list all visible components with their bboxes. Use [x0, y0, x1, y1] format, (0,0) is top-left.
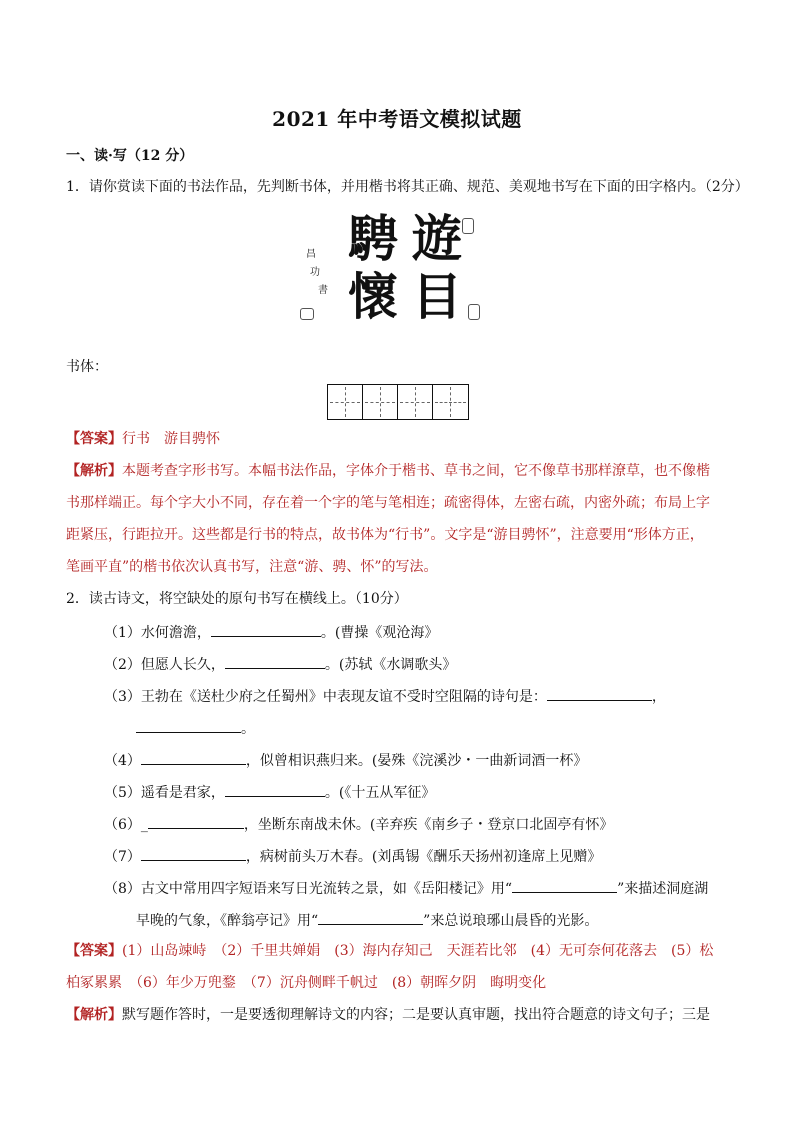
signature-char: 功	[310, 267, 320, 278]
item-text: （6）_	[104, 817, 148, 833]
poem-item	[136, 718, 255, 738]
calligraphy-char: 目	[412, 267, 462, 326]
tian-grid[interactable]	[327, 384, 469, 420]
answer-blank[interactable]	[136, 718, 241, 733]
answer-blank[interactable]	[512, 878, 617, 893]
answer-2	[66, 942, 713, 960]
item-text: （5）遥看是君家，	[104, 785, 225, 801]
item-text: （3）王勃在《送杜少府之任蜀州》中表现友谊不受时空阻隔的诗句是：	[104, 689, 547, 705]
signature-char: 書	[318, 285, 328, 296]
poem-item	[104, 750, 587, 770]
item-text: （2）但愿人长久，	[104, 657, 225, 673]
answer-blank[interactable]	[547, 686, 652, 701]
signature-char: 昌	[306, 249, 316, 260]
analysis-1-line: 笔画平直”的楷书依次认真书写，注意“游、骋、怀”的写法。	[66, 559, 438, 575]
question-2-prompt: 2．读古诗文，将空缺处的原句书写在横线上。（10分）	[66, 591, 408, 607]
poem-item	[104, 782, 435, 802]
answer-blank[interactable]	[318, 910, 423, 925]
item-text: ，坐断东南战未休。(辛弃疾《南乡子・登京口北固亭有怀》	[243, 817, 614, 833]
calligraphy-char: 遊	[412, 209, 462, 268]
calligraphy-char: 騁	[348, 209, 398, 268]
seal-stamp	[300, 308, 314, 320]
answer-1	[66, 430, 220, 448]
analysis-tag: 【解析】	[66, 1007, 122, 1023]
analysis-2	[66, 1006, 710, 1024]
grid-cell[interactable]	[363, 385, 398, 419]
question-1-prompt: 1．请你赏读下面的书法作品，先判断书体，并用楷书将其正确、规范、美观地书写在下面的田字格内。（2分）	[66, 179, 749, 195]
answer-text: 行书 游目骋怀	[122, 431, 220, 447]
answer-blank[interactable]	[211, 622, 321, 637]
answer-blank[interactable]	[141, 750, 246, 765]
item-text: ”来总说琅琊山晨昏的光影。	[423, 913, 599, 929]
answer-blank[interactable]	[225, 782, 325, 797]
analysis-text: 本题考查字形书写。本幅书法作品，字体介于楷书、草书之间，它不像草书那样潦草，也不像楷	[122, 463, 710, 479]
grid-cell[interactable]	[398, 385, 433, 419]
item-text: （1）水何澹澹，	[104, 625, 211, 641]
item-text: ，似曾相识燕归来。(晏殊《浣溪沙・一曲新词酒一杯》	[245, 753, 588, 769]
page-title: 2021 年中考语文模拟试题	[272, 107, 522, 131]
poem-item	[104, 814, 613, 834]
answer-blank[interactable]	[141, 846, 246, 861]
seal-stamp	[468, 304, 480, 320]
answer-text: (1）山岛竦峙 （2）千里共婵娟 (3）海内存知己 天涯若比邻 (4）无可奈何花落去 (5）松	[122, 943, 714, 959]
answer-blank[interactable]	[148, 814, 244, 829]
grid-cell[interactable]	[328, 385, 363, 419]
analysis-tag: 【解析】	[66, 463, 122, 479]
poem-item	[136, 910, 598, 930]
item-text: ，病树前头万木春。(刘禹锡《酬乐天扬州初逢席上见赠》	[245, 849, 602, 865]
poem-item	[104, 686, 666, 706]
calligraphy-char: 懷	[348, 267, 398, 326]
item-text: （8）古文中常用四字短语来写日光流转之景，如《岳阳楼记》用“	[104, 881, 513, 897]
item-text: 早晚的气象，《醉翁亭记》用“	[136, 913, 319, 929]
calligraphy-artwork	[296, 209, 500, 332]
section-heading: 一、读·写（12 分）	[66, 148, 194, 164]
font-type-label: 书体：	[66, 359, 108, 375]
item-text: 。(苏轼《水调歌头》	[324, 657, 457, 673]
item-text: 。(曹操《观沧海》	[320, 625, 439, 641]
grid-cell[interactable]	[433, 385, 468, 419]
analysis-1-line: 距紧压，行距拉开。这些都是行书的特点，故书体为“行书”。文字是“游目骋怀”，注意要用“形体方正，	[66, 527, 704, 543]
analysis-1-line: 书那样端正。每个字大小不同，存在着一个字的笔与笔相连；疏密得体，左密右疏，内密外疏；布局上字	[66, 495, 710, 511]
poem-item	[104, 846, 601, 866]
poem-item	[104, 654, 456, 674]
answer-2-line: 柏冢累累 （6）年少万兜鍪 （7）沉舟侧畔千帆过 (8）朝晖夕阴 晦明变化	[66, 975, 547, 991]
seal-stamp	[462, 218, 474, 234]
poem-item	[104, 878, 708, 898]
analysis-text: 默写题作答时，一是要透彻理解诗文的内容；二是要认真审题，找出符合题意的诗文句子；三是	[122, 1007, 710, 1023]
analysis-1-line	[66, 462, 710, 480]
item-text: 。	[241, 721, 255, 737]
item-text: 。(《十五从军征》	[324, 785, 436, 801]
answer-tag: 【答案】	[66, 943, 122, 959]
item-text: ，	[651, 689, 666, 705]
poem-item	[104, 622, 438, 642]
item-text: （4）	[104, 753, 141, 769]
answer-blank[interactable]	[225, 654, 325, 669]
item-text: ”来描述洞庭湖	[617, 881, 709, 897]
item-text: （7）	[104, 849, 141, 865]
answer-tag: 【答案】	[66, 431, 122, 447]
